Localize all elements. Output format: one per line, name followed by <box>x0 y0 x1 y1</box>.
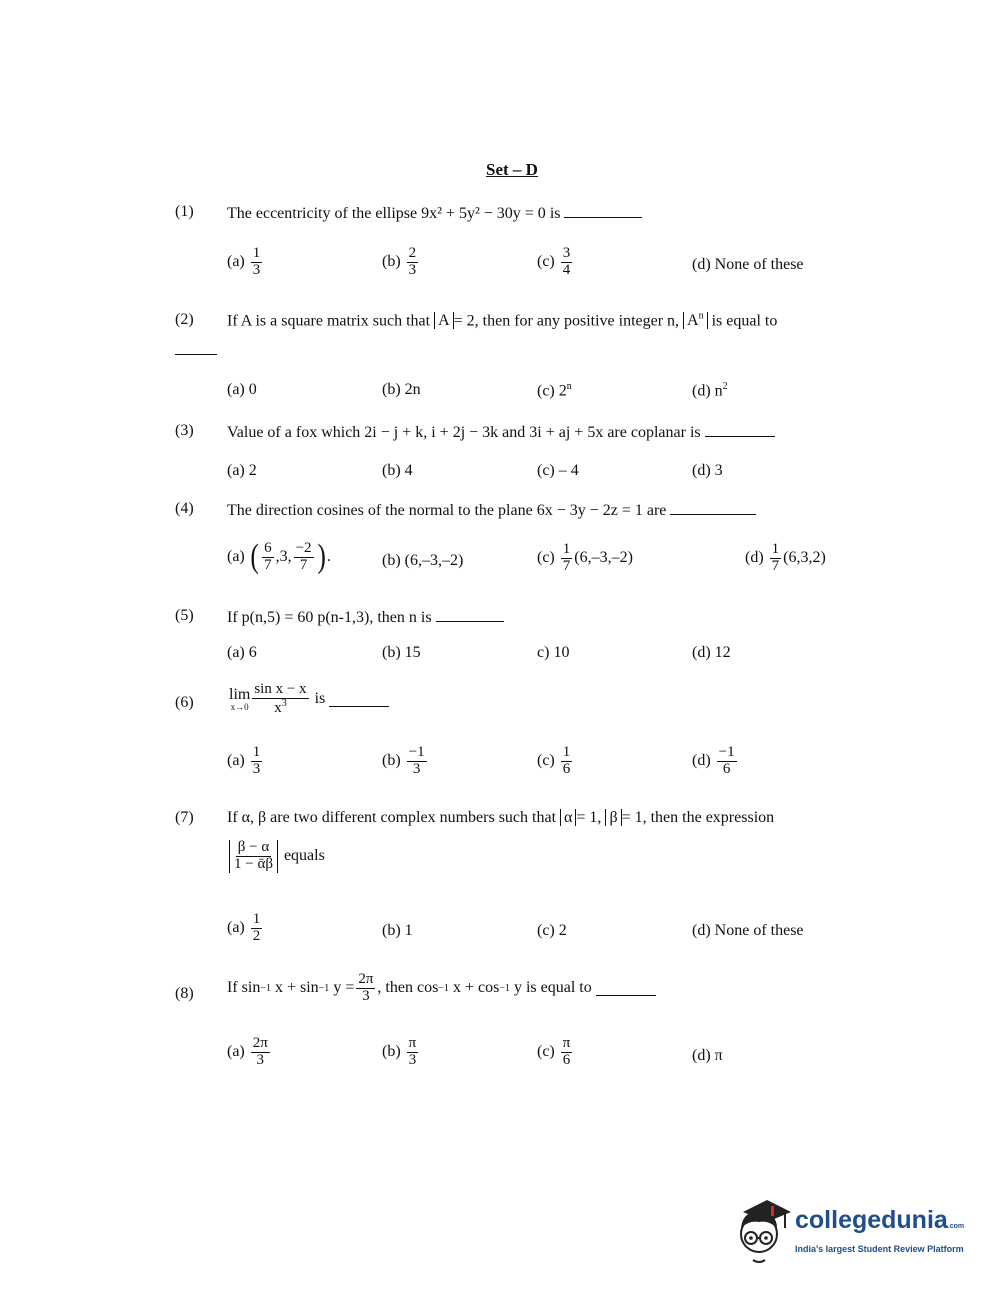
mascot-icon <box>733 1198 793 1268</box>
question-number: (3) <box>175 422 194 439</box>
fraction <box>561 542 573 575</box>
option-label: (d) <box>692 382 711 400</box>
denominator: 7 <box>562 557 571 574</box>
question-number: (6) <box>175 694 194 711</box>
option-a <box>227 912 264 945</box>
option-label: (b) <box>382 253 401 271</box>
numerator: 1 <box>562 744 571 760</box>
question-number: (5) <box>175 607 194 624</box>
option-label: (c) <box>537 752 555 770</box>
option-a <box>227 246 264 279</box>
fraction <box>770 542 782 575</box>
option-c <box>537 381 572 400</box>
question-tail: equals <box>283 847 325 865</box>
fraction <box>561 246 573 279</box>
option-b <box>382 644 421 662</box>
option-text: 15 <box>404 644 421 661</box>
option-label: (b) <box>382 462 401 479</box>
question-tail: is equal to <box>711 312 778 330</box>
denominator: 7 <box>771 557 780 574</box>
option-label: (c) <box>537 922 555 939</box>
option-text: 6 <box>248 644 257 661</box>
option-label: (b) <box>382 922 401 939</box>
option-label: (a) <box>227 253 245 271</box>
question-stem: If p(n,5) = 60 p(n-1,3), then n is <box>227 609 432 626</box>
option-base: 2 <box>558 382 567 400</box>
limit-label: lim <box>229 685 251 703</box>
denominator: 1 − ᾱβ <box>234 855 273 872</box>
option-d <box>692 381 728 400</box>
option-d <box>692 1047 723 1065</box>
numerator: 2 <box>408 245 417 261</box>
option-label: (a) <box>227 381 245 398</box>
option-a: (a) ( $\frac{6}{7}$ ,3, $\frac{-2}{7}$ ) . <box>227 538 331 575</box>
matrix-symbol: A <box>687 312 699 330</box>
denominator: 7 <box>299 556 308 573</box>
option-b <box>382 745 429 778</box>
option-label: (d) <box>692 644 711 661</box>
denominator: 3 <box>412 760 421 777</box>
question-tail: is <box>549 205 561 222</box>
question-middle: then for any positive integer n, <box>482 312 680 330</box>
numerator: 2π <box>252 1035 268 1051</box>
denominator: 3 <box>408 261 417 278</box>
question-stem: The direction cosines of the normal to the plane <box>227 502 533 519</box>
fraction <box>717 745 737 778</box>
fraction <box>407 1036 419 1069</box>
limit-operator <box>229 686 250 713</box>
option-c <box>537 644 569 662</box>
question-number: (8) <box>175 985 194 1002</box>
option-text: – 4 <box>558 462 579 479</box>
question-text <box>227 500 756 520</box>
option-text: 2 <box>558 922 567 939</box>
question-text <box>227 809 774 827</box>
option-middle: ,3, <box>275 548 292 565</box>
option-label: (b) <box>382 381 401 398</box>
exponent: −1 <box>438 982 449 994</box>
question-text <box>227 203 642 223</box>
option-text: 10 <box>553 644 570 661</box>
answer-blank <box>564 203 642 218</box>
conjunction: and <box>502 424 526 441</box>
option-label: (d) <box>692 462 711 479</box>
question-stem: Value of a fox which <box>227 424 361 441</box>
option-text: (6,3,2) <box>783 549 826 567</box>
denominator <box>272 699 289 717</box>
page-title: Set – D <box>486 160 538 179</box>
option-c <box>537 462 579 480</box>
numerator: 1 <box>562 541 571 557</box>
option-label: (a) <box>227 752 245 770</box>
option-b <box>382 1036 420 1069</box>
fraction <box>251 1036 270 1069</box>
question-number: (7) <box>175 809 194 826</box>
logo-domain: .com <box>947 1223 965 1230</box>
option-text: None of these <box>714 922 804 939</box>
question-number: (4) <box>175 500 194 517</box>
option-label: (a) <box>227 644 245 661</box>
question-tail: is <box>314 690 326 708</box>
logo-tagline: India's largest Student Review Platform <box>795 1244 964 1254</box>
option-label: (c) <box>537 253 555 271</box>
exponent: n <box>566 381 572 392</box>
option-a <box>227 644 257 662</box>
question-text <box>227 607 504 627</box>
math-expression: 6x − 3y − 2z = 1 <box>536 502 643 519</box>
numerator: −2 <box>295 539 312 556</box>
denominator: 7 <box>264 556 272 573</box>
fraction <box>251 246 263 279</box>
exponent: −1 <box>318 982 330 994</box>
question-stem: If A is a square matrix such that <box>227 312 431 330</box>
numerator: β − α <box>237 839 270 855</box>
option-label: (b) <box>382 1043 401 1061</box>
modulus-beta: β <box>605 809 621 826</box>
question-number: (1) <box>175 203 194 220</box>
math-expression: x + sin <box>274 979 319 997</box>
answer-blank <box>436 607 504 622</box>
numerator: 2π <box>358 971 374 987</box>
option-b <box>382 552 463 570</box>
answer-blank <box>329 692 389 707</box>
option-b <box>382 462 413 480</box>
question-stem: If α, β are two different complex numbers such that <box>227 809 557 826</box>
option-text: (6,–3,–2) <box>574 549 633 567</box>
denominator: 4 <box>562 261 571 278</box>
numerator: −1 <box>718 744 735 760</box>
option-label: (d) <box>692 256 711 273</box>
math-expression: y = <box>333 979 355 997</box>
fraction <box>356 972 375 1005</box>
option-text: 3 <box>714 462 723 479</box>
option-label: (a) <box>227 462 245 479</box>
answer-blank <box>175 340 217 360</box>
option-label: (b) <box>382 644 401 661</box>
option-a <box>227 462 257 480</box>
option-label: (d) <box>692 1047 711 1064</box>
question-tail: y is equal to <box>513 979 592 997</box>
question-tail: are coplanar is <box>607 424 701 441</box>
limit-subscript: x→0 <box>230 702 249 713</box>
determinant-power <box>683 312 708 329</box>
question-stem: If sin <box>227 979 261 997</box>
option-label: (d) <box>745 549 764 567</box>
option-c <box>537 922 567 940</box>
fraction <box>262 541 274 574</box>
option-a <box>227 381 257 399</box>
option-d <box>745 542 826 575</box>
option-a <box>227 1036 272 1069</box>
option-label: (c) <box>537 549 555 567</box>
fraction <box>561 745 573 778</box>
option-label: (a) <box>227 919 245 937</box>
denominator-base: x <box>274 699 282 716</box>
numerator: 1 <box>252 911 261 927</box>
option-d <box>692 644 731 662</box>
option-text: π <box>714 1047 723 1064</box>
fraction <box>407 246 419 279</box>
math-expression: = 1, <box>621 809 647 826</box>
option-label: (c) <box>537 1043 555 1061</box>
option-label: (c) <box>537 462 555 479</box>
option-text: 2 <box>248 462 257 479</box>
option-d <box>692 745 739 778</box>
option-text: 2n <box>404 381 421 398</box>
option-label: (a) <box>227 1043 245 1061</box>
math-expression: 9x² + 5y² − 30y = 0 <box>421 205 546 222</box>
question-text <box>227 422 775 442</box>
question-text <box>227 972 656 1005</box>
option-c <box>537 745 574 778</box>
fraction <box>251 745 263 778</box>
option-c <box>537 542 633 575</box>
question-text <box>227 311 777 330</box>
fraction <box>561 1036 573 1069</box>
option-text: (6,–3,–2) <box>404 552 464 569</box>
numerator: 1 <box>252 245 261 261</box>
option-label: (d) <box>692 752 711 770</box>
answer-blank <box>705 422 775 437</box>
denominator: 3 <box>252 760 261 777</box>
denominator: 3 <box>408 1051 417 1068</box>
fraction <box>251 912 263 945</box>
option-text: 4 <box>404 462 413 479</box>
option-c <box>537 1036 574 1069</box>
question-tail: are <box>646 502 667 519</box>
answer-blank <box>596 981 656 996</box>
denominator: 6 <box>562 1051 571 1068</box>
math-expression: = 2, <box>453 312 479 330</box>
numerator: π <box>408 1035 417 1051</box>
vector-expression: i + 2j − 3k <box>431 424 499 441</box>
numerator: 6 <box>264 539 272 556</box>
vector-expression: 3i + aj + 5x <box>529 424 604 441</box>
logo-name: collegedunia <box>795 1206 948 1234</box>
numerator: 1 <box>252 744 261 760</box>
question-text <box>229 682 389 717</box>
question-expression <box>227 840 325 873</box>
determinant: A <box>434 312 454 329</box>
vector-expression: 2i − j + k, <box>364 424 428 441</box>
fraction <box>252 682 308 717</box>
option-label: (b) <box>382 752 401 770</box>
option-text: 0 <box>248 381 257 398</box>
option-d <box>692 256 804 274</box>
fraction <box>229 840 278 873</box>
option-label: (b) <box>382 552 401 569</box>
denominator: 3 <box>256 1051 265 1068</box>
option-b <box>382 922 413 940</box>
numerator: 3 <box>562 245 571 261</box>
denominator: 3 <box>362 987 370 1004</box>
option-label: (a) <box>227 548 245 565</box>
option-label: (c) <box>537 382 555 400</box>
option-text: None of these <box>714 256 804 273</box>
collegedunia-logo <box>733 1198 968 1268</box>
question-tail: then the expression <box>650 809 775 826</box>
option-d <box>692 922 804 940</box>
question-number: (2) <box>175 311 194 328</box>
option-d <box>692 462 723 480</box>
option-base: n <box>714 382 723 400</box>
exponent: 3 <box>281 697 287 709</box>
option-text: 1 <box>404 922 413 939</box>
option-c <box>537 246 574 279</box>
numerator: 1 <box>771 541 780 557</box>
math-expression: x + cos <box>452 979 500 997</box>
answer-blank <box>670 500 756 515</box>
numerator: sin x − x <box>254 681 307 697</box>
denominator: 6 <box>722 760 731 777</box>
exponent: n <box>698 311 704 322</box>
question-middle: , then cos <box>377 979 439 997</box>
option-b <box>382 246 420 279</box>
denominator: 6 <box>562 760 571 777</box>
exponent: −1 <box>260 982 271 994</box>
denominator: 2 <box>252 927 261 944</box>
option-tail: . <box>326 548 331 565</box>
modulus-alpha: α <box>560 809 576 826</box>
option-label: c) <box>537 644 550 661</box>
numerator: π <box>562 1035 571 1051</box>
option-label: (d) <box>692 922 711 939</box>
option-a <box>227 745 264 778</box>
numerator: −1 <box>408 744 425 760</box>
math-expression: = 1, <box>576 809 602 826</box>
fraction <box>294 541 314 574</box>
exponent: 2 <box>722 381 728 392</box>
option-text: 12 <box>714 644 731 661</box>
logo-wordmark <box>795 1206 964 1235</box>
denominator: 3 <box>252 261 261 278</box>
fraction <box>407 745 427 778</box>
option-b <box>382 381 421 399</box>
question-stem: The eccentricity of the ellipse <box>227 205 418 222</box>
exponent: −1 <box>499 982 510 994</box>
